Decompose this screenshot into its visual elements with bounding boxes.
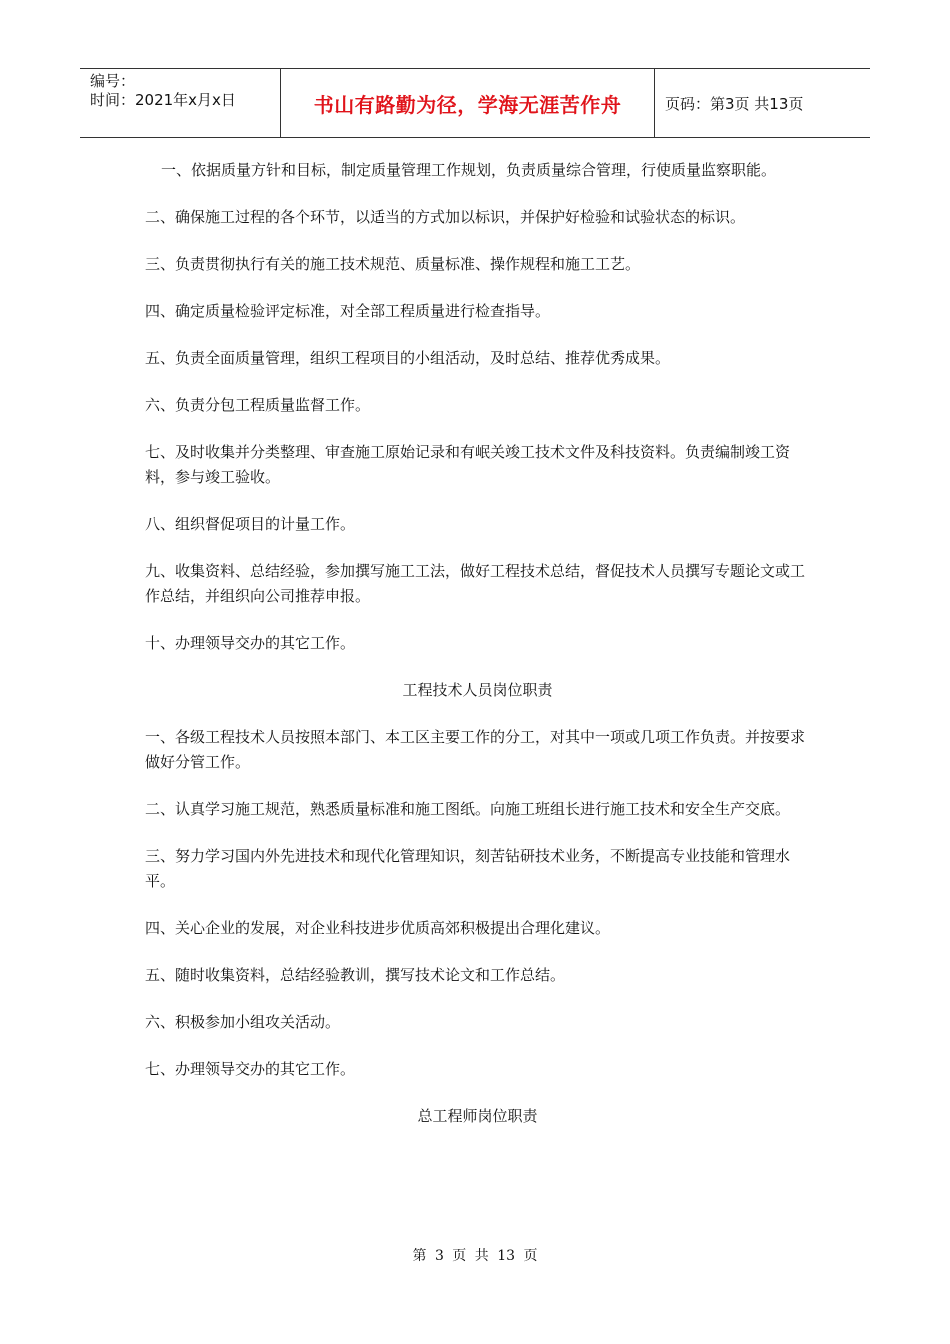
duty-item: 八、组织督促项目的计量工作。: [145, 515, 356, 533]
duty-item: 二、认真学习施工规范，熟悉质量标准和施工图纸。向施工班组长进行施工技术和安全生产交底。: [145, 800, 791, 818]
document-date: 时间：2021年x月x日: [90, 91, 236, 109]
duty-item: 四、确定质量检验评定标准，对全部工程质量进行检查指导。: [145, 302, 551, 320]
duty-item: 四、关心企业的发展，对企业科技进步优质高郊积极提出合理化建议。: [145, 919, 611, 937]
duty-item: 一、各级工程技术人员按照本部门、本工区主要工作的分工，对其中一项或几项工作负责。并按要求做好分管工作。: [145, 728, 806, 771]
duty-item: 三、努力学习国内外先进技术和现代化管理知识，刻苦钻研技术业务，不断提高专业技能和管理水平。: [145, 847, 791, 890]
page-footer: 第 3 页 共 13 页: [412, 1248, 538, 1264]
section-title-engineering-staff: 工程技术人员岗位职责: [402, 681, 553, 699]
duty-item: 七、办理领导交办的其它工作。: [145, 1060, 356, 1078]
header-motto: 书山有路勤为径，学海无涯苦作舟: [313, 92, 622, 117]
section-title-chief-engineer: 总工程师岗位职责: [417, 1107, 538, 1125]
duty-item: 九、收集资料、总结经验，参加撰写施工工法，做好工程技术总结，督促技术人员撰写专题论文或工作总结，并组织向公司推荐申报。: [145, 562, 806, 605]
document-body: [145, 158, 810, 1151]
duty-item: 三、负责贯彻执行有关的施工技术规范、质量标准、操作规程和施工工艺。: [145, 255, 641, 273]
duty-item: 五、负责全面质量管理，组织工程项目的小组活动，及时总结、推荐优秀成果。: [145, 349, 671, 367]
header-page-info: 页码：第3页 共13页: [665, 94, 804, 113]
header-page-cell: [655, 69, 870, 137]
duty-item: 七、及时收集并分类整理、审查施工原始记录和有岷关竣工技术文件及科技资料。负责编制竣工资料，参与竣工验收。: [145, 443, 791, 486]
duty-item: 六、负责分包工程质量监督工作。: [145, 396, 371, 414]
header-meta-cell: [80, 69, 281, 137]
header-motto-cell: [281, 69, 655, 137]
duty-item: 六、积极参加小组攻关活动。: [145, 1013, 341, 1031]
page-header: [80, 68, 870, 138]
duty-item: 五、随时收集资料，总结经验教训，撰写技术论文和工作总结。: [145, 966, 566, 984]
duty-item: 一、依据质量方针和目标，制定质量管理工作规划，负责质量综合管理，行使质量监察职能。: [161, 161, 777, 179]
duty-item: 十、办理领导交办的其它工作。: [145, 634, 356, 652]
duty-item: 二、确保施工过程的各个环节，以适当的方式加以标识，并保护好检验和试验状态的标识。: [145, 208, 746, 226]
document-number-label: 编号：: [90, 72, 136, 90]
